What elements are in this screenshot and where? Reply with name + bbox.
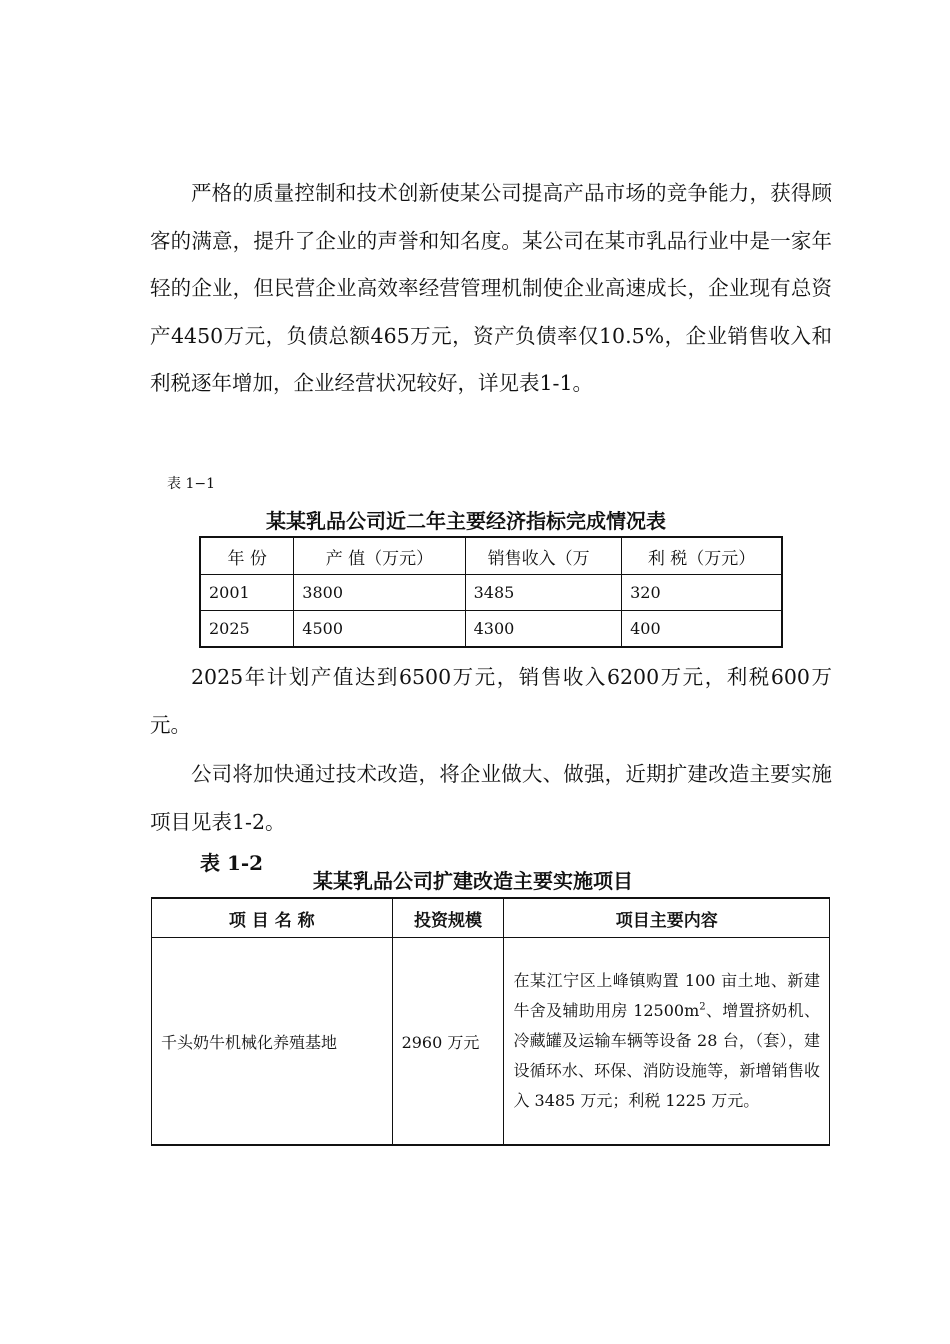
table2-title: 某某乳品公司扩建改造主要实施项目 — [313, 869, 633, 893]
table-cell: 3800 — [294, 575, 465, 611]
intro-paragraph: 严格的质量控制和技术创新使某公司提高产品市场的竞争能力，获得顾客的满意，提升了企业的声誉和知名度。某公司在某市乳品行业中是一家年轻的企业，但民营企业高效率经营管理机制使企业高速成长，企业现有总资产4450万元，负债总额465万元，资产负债率仅10.5%，企业销售收入和利税逐年增加，企业经营状况较好，详见表1-1。 — [150, 181, 832, 395]
table-cell: 3485 — [465, 575, 621, 611]
header-content: 项目主要内容 — [504, 898, 830, 938]
project-name-cell: 千头奶牛机械化养殖基地 — [152, 938, 393, 1146]
project-content-cell — [504, 938, 830, 1146]
superscript: 2 — [699, 1001, 706, 1013]
header-tax: 利 税（万元） — [622, 537, 782, 575]
table-cell: 320 — [622, 575, 782, 611]
content-text: 、增置挤奶机、冷藏罐及运输车辆等设备 28 台，（套），建设循环水、环保、消防设施等，新增销售收入 3485 万元；利税 1225 万元。 — [513, 1001, 820, 1110]
table-cell: 400 — [622, 611, 782, 648]
header-year: 年 份 — [200, 537, 294, 575]
table-row — [152, 938, 830, 1146]
table-cell: 4500 — [294, 611, 465, 648]
header-project-name: 项 目 名 称 — [152, 898, 393, 938]
header-investment: 投资规模 — [392, 898, 504, 938]
table-row — [200, 575, 782, 611]
economic-indicators-table — [199, 536, 783, 648]
table-cell: 2025 — [200, 611, 294, 648]
header-output: 产 值（万元） — [294, 537, 465, 575]
table1-label: 表 1−1 — [167, 476, 215, 492]
plan-paragraph: 2025年计划产值达到6500万元，销售收入6200万元，利税600万元。 — [150, 665, 832, 737]
table-header-row — [152, 898, 830, 938]
table-cell: 2001 — [200, 575, 294, 611]
expansion-projects-table — [151, 897, 830, 1146]
investment-cell: 2960 万元 — [392, 938, 504, 1146]
table-header-row — [200, 537, 782, 575]
table1-title: 某某乳品公司近二年主要经济指标完成情况表 — [266, 509, 666, 533]
content-text: 在某江宁区上峰镇购置 100 亩土地、新建牛舍及辅助用房 12500m — [513, 971, 820, 1020]
table2-label: 表 1-2 — [200, 851, 264, 875]
table-cell: 4300 — [465, 611, 621, 648]
table-row — [200, 611, 782, 648]
header-sales: 销售收入（万 — [465, 537, 621, 575]
expansion-paragraph: 公司将加快通过技术改造，将企业做大、做强，近期扩建改造主要实施项目见表1-2。 — [150, 762, 832, 834]
